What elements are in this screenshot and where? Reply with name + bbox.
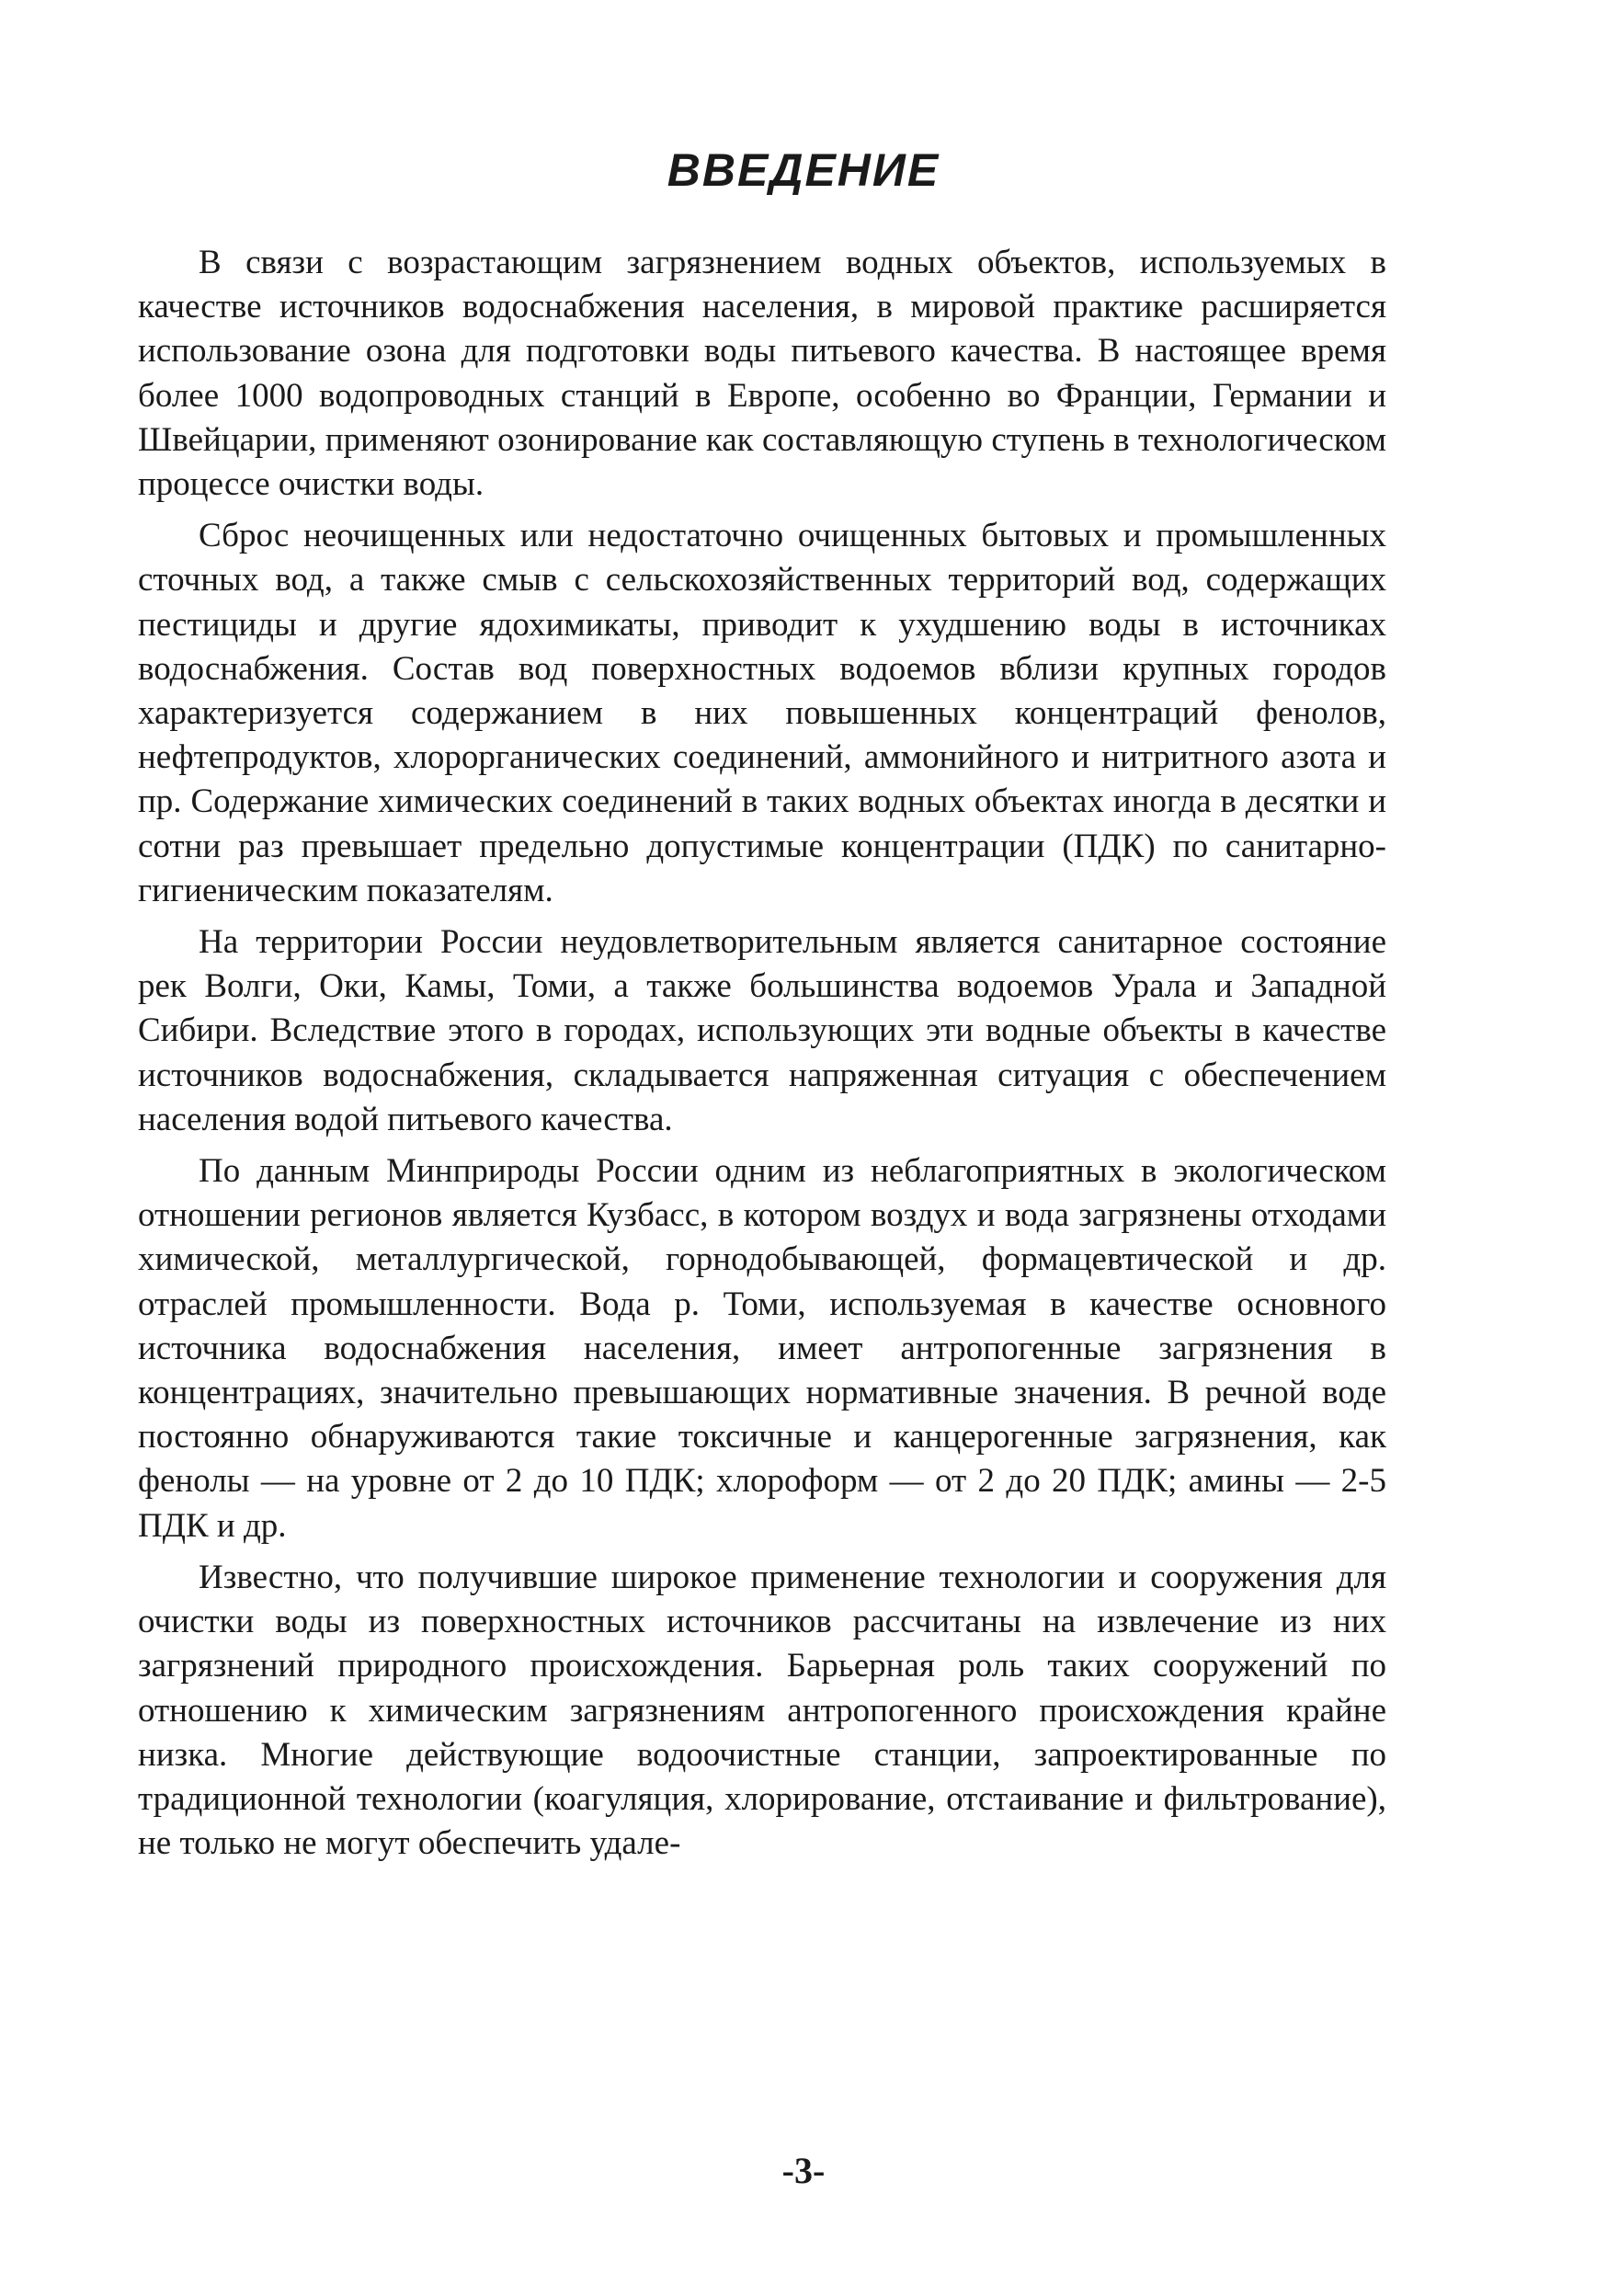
paragraph-2: Сброс неочищенных или недостаточно очищенных бытовых и промышленных сточных вод, а также смыв с сельскохозяйственных территорий вод, содержащих пестициды и другие ядохимикаты, приводит к ухудшению воды в источниках водоснабжения. Состав вод поверхностных водоемов вблизи крупных городов характеризуется содержанием в них повышенных концентраций фенолов, нефтепродуктов, хлорорганических соединений, аммонийного и нитритного азота и пр. Содержание химических соединений в таких водных объектах иногда в десятки и сотни раз превышает предельно допустимые концентрации (ПДК) по санитарно-гигиеническим показателям. [138, 517, 1386, 909]
paragraph-5: Известно, что получившие широкое применение технологии и сооружения для очистки воды из поверхностных источников рассчитаны на извлечение из них загрязнений природного происхождения. Барьерная роль таких сооружений по отношению к химическим загрязнениям антропогенного происхождения крайне низка. Многие действующие водоочистные станции, запроектированные по традиционной технологии (коагуляция, хлорирование, отстаивание и фильтрование), не только не могут обеспечить удале- [138, 1558, 1386, 1863]
paragraph-3: На территории России неудовлетворительным является санитарное состояние рек Волги, Оки, Камы, Томи, а также большинства водоемов Урала и Западной Сибири. Вследствие этого в городах, использующих эти водные объекты в качестве источников водоснабжения, складывается напряженная ситуация с обеспечением населения водой питьевого качества. [138, 923, 1386, 1138]
page-title: ВВЕДЕНИЕ [667, 144, 940, 196]
paragraph-1: В связи с возрастающим загрязнением водных объектов, используемых в качестве источников водоснабжения населения, в мировой практике расширяется использование озона для подготовки воды питьевого качества. В настоящее время более 1000 водопроводных станций в Европе, особенно во Франции, Германии и Швейцарии, применяют озонирование как составляющую ступень в технологическом процессе очистки воды. [138, 244, 1386, 504]
paragraph-4: По данным Минприроды России одним из неблагоприятных в экологическом отношении регионов является Кузбасс, в котором воздух и вода загрязнены отходами химической, металлургической, горнодобывающей, формацевтической и др. отраслей промышленности. Вода р. Томи, используемая в качестве основного источника водоснабжения населения, имеет антропогенные загрязнения в концентрациях, значительно превышающих нормативные значения. В речной воде постоянно обнаруживаются такие токсичные и канцерогенные загрязнения, как фенолы — на уровне от 2 до 10 ПДК; хлороформ — от 2 до 20 ПДК; амины — 2-5 ПДК и др. [138, 1152, 1386, 1545]
page-number: -3- [781, 2150, 826, 2191]
body-text [138, 241, 1386, 1866]
